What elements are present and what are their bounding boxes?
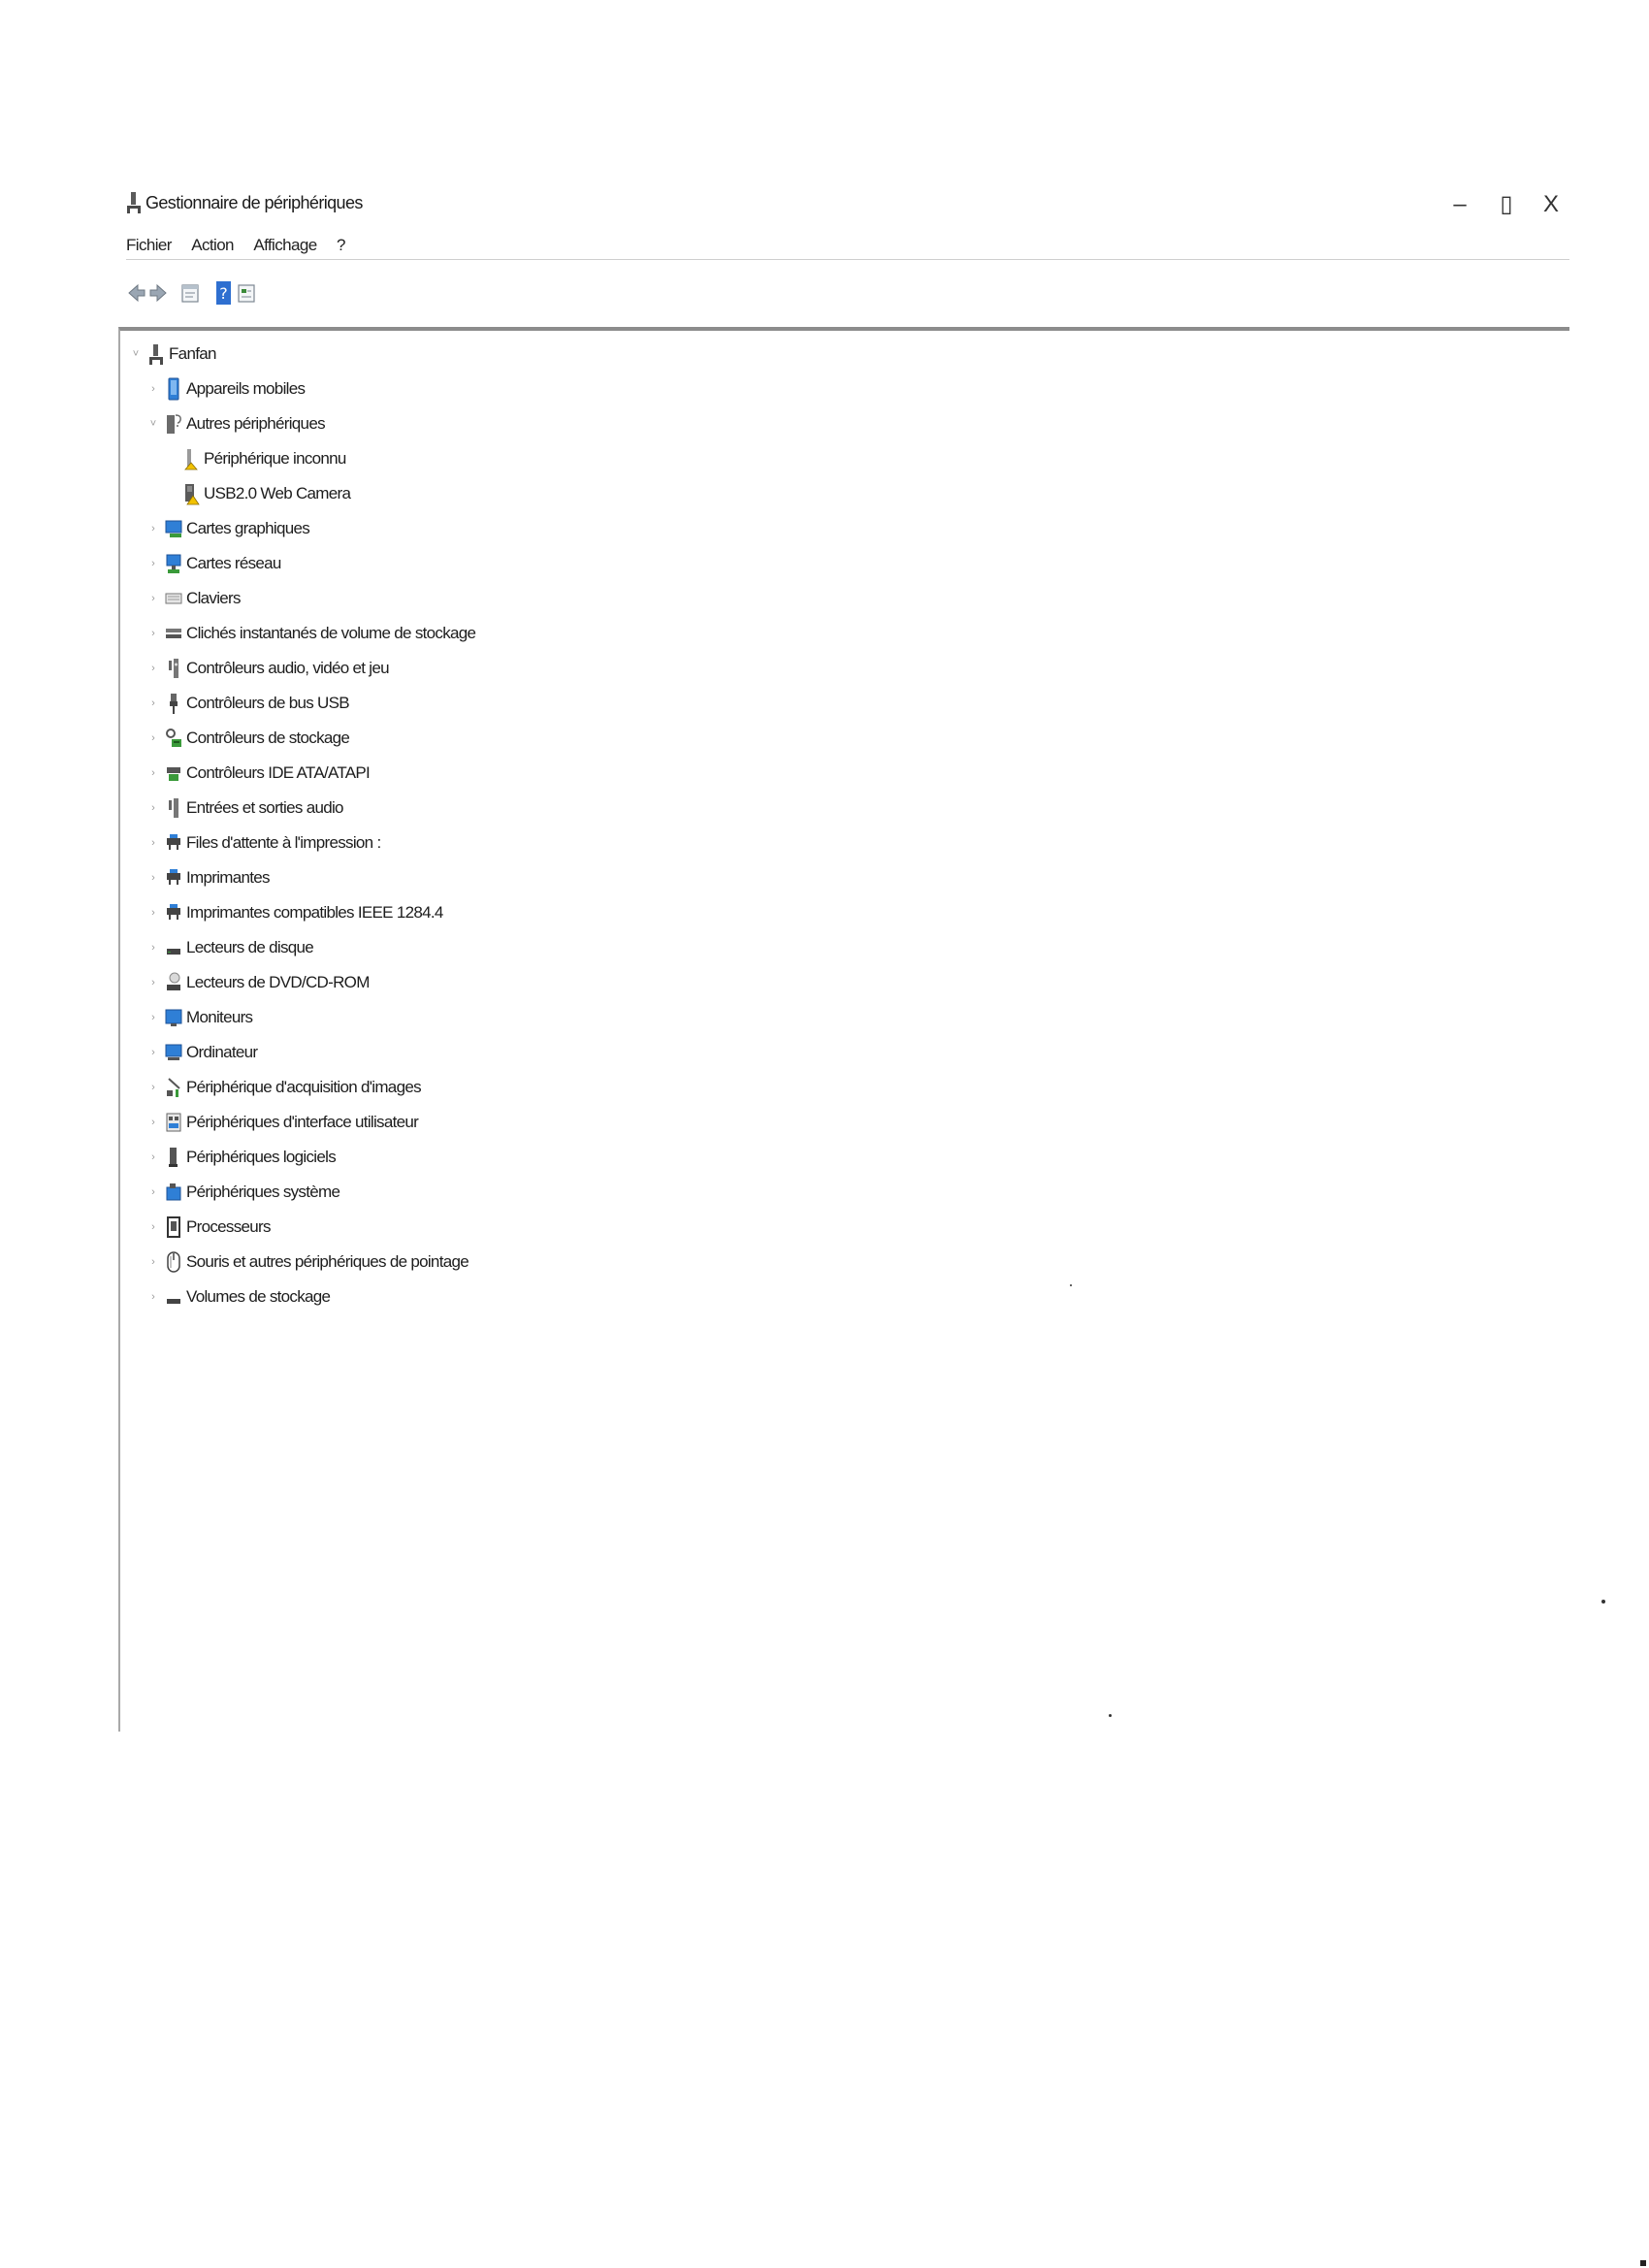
chevron-right-icon[interactable]: › <box>151 767 155 779</box>
tree-category-label: Imprimantes compatibles IEEE 1284.4 <box>186 903 443 922</box>
properties-icon[interactable] <box>179 280 201 306</box>
svg-text:?: ? <box>219 284 228 303</box>
tree-root-computer[interactable] <box>120 337 475 372</box>
tree-category-moniteurs[interactable] <box>120 1000 475 1035</box>
chevron-right-icon[interactable]: › <box>151 837 155 849</box>
processor-icon <box>165 1215 182 1239</box>
storage-snapshot-icon <box>165 622 182 645</box>
chevron-right-icon[interactable]: › <box>151 1256 155 1268</box>
tree-device-label: USB2.0 Web Camera <box>204 484 351 502</box>
close-button[interactable]: X <box>1542 191 1559 217</box>
chevron-right-icon[interactable]: › <box>151 907 155 919</box>
chevron-right-icon[interactable]: › <box>151 1291 155 1303</box>
device-manager-app-icon <box>126 191 142 214</box>
chevron-right-icon[interactable]: › <box>151 1221 155 1233</box>
tree-category-lecteurs-dvd[interactable] <box>120 965 475 1000</box>
tree-category-label: Moniteurs <box>186 1008 253 1026</box>
storage-volume-icon <box>165 1285 182 1309</box>
tree-category-imprimantes-ieee[interactable] <box>120 895 475 930</box>
mouse-icon <box>165 1250 182 1274</box>
device-manager-window <box>118 179 1569 1732</box>
chevron-right-icon[interactable]: › <box>151 697 155 709</box>
tree-category-cartes-graphiques[interactable] <box>120 511 475 546</box>
chevron-right-icon[interactable]: › <box>151 1151 155 1163</box>
tree-category-label: Contrôleurs de bus USB <box>186 694 349 712</box>
tree-category-lecteurs-disque[interactable] <box>120 930 475 965</box>
menu-fichier[interactable]: Fichier <box>126 236 172 254</box>
tree-category-imprimantes[interactable] <box>120 860 475 895</box>
tree-category-label: Processeurs <box>186 1217 271 1236</box>
tree-category-label: Ordinateur <box>186 1043 258 1061</box>
toolbar <box>126 276 1569 309</box>
tree-device-peripherique-inconnu[interactable] <box>120 441 475 476</box>
chevron-right-icon[interactable]: › <box>151 558 155 569</box>
chevron-right-icon[interactable]: › <box>151 1117 155 1128</box>
storage-controller-icon <box>165 727 182 750</box>
tree-category-cartes-reseau[interactable] <box>120 546 475 581</box>
chevron-right-icon[interactable]: › <box>151 1047 155 1058</box>
help-icon[interactable] <box>213 280 235 306</box>
hid-icon <box>165 1111 182 1134</box>
tree-category-controleurs-audio[interactable] <box>120 651 475 686</box>
menu-affichage[interactable]: Affichage <box>253 236 317 254</box>
tree-category-peripheriques-logiciels[interactable] <box>120 1140 475 1175</box>
chevron-right-icon[interactable]: › <box>151 628 155 639</box>
tree-category-claviers[interactable] <box>120 581 475 616</box>
tree-category-controleurs-stockage[interactable] <box>120 721 475 756</box>
chevron-right-icon[interactable]: › <box>151 872 155 884</box>
tree-root-label: Fanfan <box>169 344 216 363</box>
tree-category-label: Cartes graphiques <box>186 519 310 537</box>
keyboard-icon <box>165 587 182 610</box>
ide-controller-icon <box>165 761 182 785</box>
back-arrow-icon[interactable] <box>126 280 147 306</box>
maximize-button[interactable]: ▯ <box>1500 191 1513 217</box>
tree-category-interface-utilisateur[interactable] <box>120 1105 475 1140</box>
chevron-right-icon[interactable]: › <box>151 523 155 535</box>
window-title: Gestionnaire de périphériques <box>146 193 363 212</box>
chevron-right-icon[interactable]: › <box>151 1186 155 1198</box>
tree-category-label: Périphériques d'interface utilisateur <box>186 1113 419 1131</box>
tree-category-label: Souris et autres périphériques de pointage <box>186 1252 469 1271</box>
imaging-device-icon <box>165 1076 182 1099</box>
usb-controller-icon <box>165 692 182 715</box>
tree-category-label: Lecteurs de disque <box>186 938 314 956</box>
tree-category-label: Claviers <box>186 589 241 607</box>
dvd-drive-icon <box>165 971 182 994</box>
tree-category-volumes-stockage[interactable] <box>120 1280 475 1314</box>
tree-category-label: Contrôleurs audio, vidéo et jeu <box>186 659 389 677</box>
forward-arrow-icon[interactable] <box>147 280 169 306</box>
tree-category-label: Clichés instantanés de volume de stockage <box>186 624 476 642</box>
chevron-right-icon[interactable]: › <box>151 732 155 744</box>
tree-category-controleurs-usb[interactable] <box>120 686 475 721</box>
tree-category-label: Volumes de stockage <box>186 1287 331 1306</box>
print-queue-icon <box>165 831 182 855</box>
monitor-icon <box>165 1006 182 1029</box>
tree-category-label: Contrôleurs IDE ATA/ATAPI <box>186 763 371 782</box>
unknown-device-warning-icon <box>182 447 200 470</box>
tree-category-acquisition-images[interactable] <box>120 1070 475 1105</box>
tree-category-label: Autres périphériques <box>186 414 325 433</box>
tree-category-label: Files d'attente à l'impression : <box>186 833 381 852</box>
other-devices-icon <box>165 412 182 436</box>
tree-category-label: Périphériques système <box>186 1183 340 1201</box>
tree-category-peripheriques-systeme[interactable] <box>120 1175 475 1210</box>
scan-speck <box>1640 2260 1646 2266</box>
tree-category-label: Contrôleurs de stockage <box>186 729 350 747</box>
chevron-right-icon[interactable]: › <box>151 1012 155 1023</box>
tree-category-ordinateur[interactable] <box>120 1035 475 1070</box>
printer-icon <box>165 866 182 890</box>
tree-category-label: Périphériques logiciels <box>186 1148 336 1166</box>
minimize-button[interactable]: – <box>1453 191 1467 217</box>
mobile-device-icon <box>165 377 182 401</box>
display-adapter-icon <box>165 517 182 540</box>
tree-category-label: Cartes réseau <box>186 554 281 572</box>
chevron-right-icon[interactable]: › <box>151 977 155 988</box>
tree-category-autres-peripheriques[interactable] <box>120 406 475 441</box>
chevron-right-icon[interactable]: › <box>151 663 155 674</box>
menu-action[interactable]: Action <box>191 236 234 254</box>
scan-speck <box>1070 1284 1072 1286</box>
tree-category-controleurs-ide[interactable] <box>120 756 475 791</box>
chevron-right-icon[interactable]: › <box>151 802 155 814</box>
tree-category-entrees-sorties-audio[interactable] <box>120 791 475 826</box>
tree-category-label: Imprimantes <box>186 868 270 887</box>
scan-speck <box>1109 1714 1112 1717</box>
device-tree <box>120 337 475 1314</box>
tree-device-label: Périphérique inconnu <box>204 449 346 468</box>
chevron-down-icon[interactable]: ˅ <box>132 348 140 360</box>
tree-category-appareils-mobiles[interactable] <box>120 372 475 406</box>
chevron-right-icon[interactable]: › <box>151 1082 155 1093</box>
tree-category-label: Entrées et sorties audio <box>186 798 343 817</box>
computer-root-icon <box>147 342 165 366</box>
system-device-icon <box>165 1181 182 1204</box>
tree-device-usb-web-camera[interactable] <box>120 476 475 511</box>
chevron-right-icon[interactable]: › <box>151 593 155 604</box>
audio-io-icon <box>165 796 182 820</box>
tree-category-label: Lecteurs de DVD/CD-ROM <box>186 973 370 991</box>
tree-category-label: Périphérique d'acquisition d'images <box>186 1078 421 1096</box>
menu-bar <box>126 234 1569 260</box>
menu-help[interactable]: ? <box>337 236 345 254</box>
computer-icon <box>165 1041 182 1064</box>
device-tree-panel <box>118 327 1569 1732</box>
software-device-icon <box>165 1146 182 1169</box>
chevron-right-icon[interactable]: › <box>151 942 155 954</box>
scan-speck <box>1601 1600 1605 1604</box>
view-icon[interactable] <box>236 280 257 306</box>
tree-category-cliches-instantanes[interactable] <box>120 616 475 651</box>
webcam-warning-icon <box>182 482 200 505</box>
title-bar <box>126 187 1569 222</box>
printer-ieee-icon <box>165 901 182 924</box>
tree-category-processeurs[interactable] <box>120 1210 475 1245</box>
chevron-down-icon[interactable]: ˅ <box>149 418 157 430</box>
tree-category-label: Appareils mobiles <box>186 379 306 398</box>
network-adapter-icon <box>165 552 182 575</box>
tree-category-souris[interactable] <box>120 1245 475 1280</box>
audio-controller-icon <box>165 657 182 680</box>
disk-drive-icon <box>165 936 182 959</box>
tree-category-files-attente-impression[interactable] <box>120 826 475 860</box>
chevron-right-icon[interactable]: › <box>151 383 155 395</box>
